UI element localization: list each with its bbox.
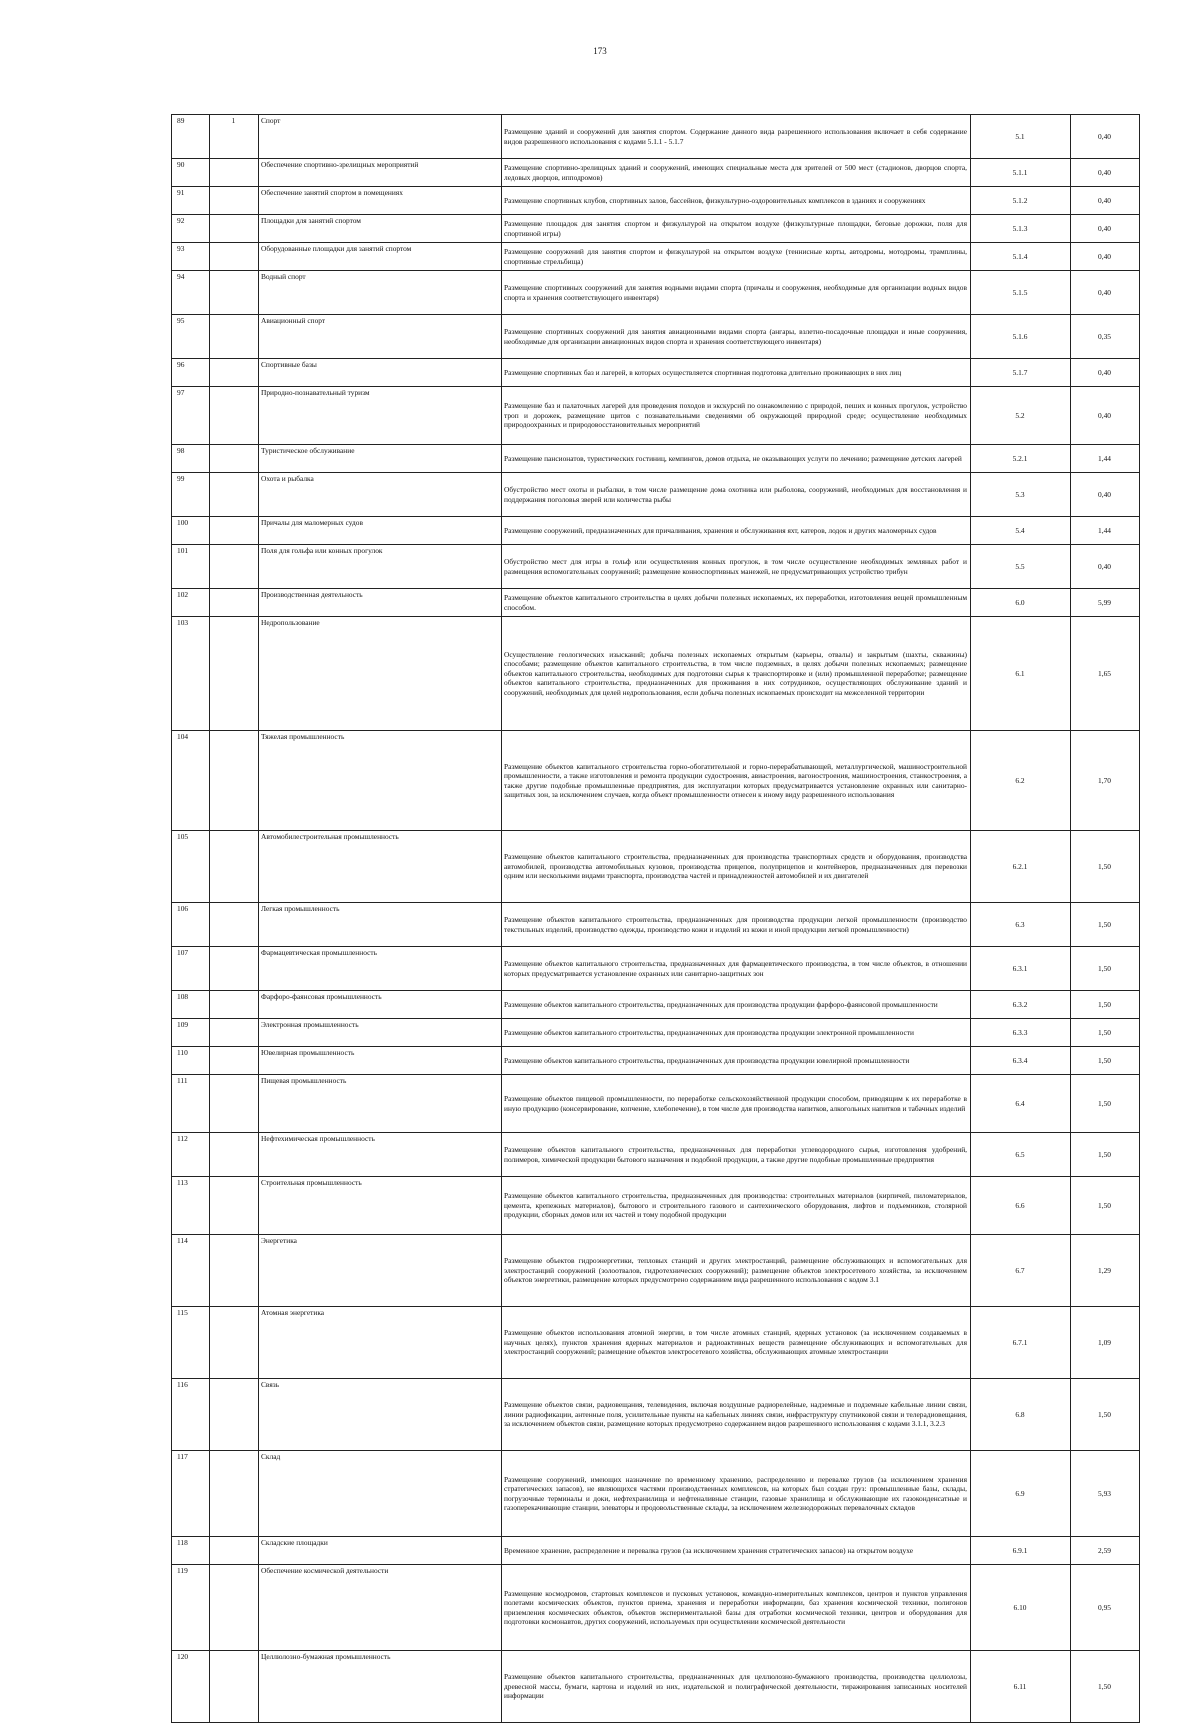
row-subnumber — [210, 445, 259, 473]
coefficient: 0,40 — [1071, 243, 1140, 271]
row-number: 95 — [172, 315, 210, 359]
page-number: 173 — [593, 46, 607, 56]
coefficient: 1,50 — [1071, 1047, 1140, 1075]
row-subnumber — [210, 387, 259, 445]
row-subnumber — [210, 1177, 259, 1235]
use-name: Атомная энергетика — [259, 1307, 502, 1379]
use-name: Связь — [259, 1379, 502, 1451]
row-number: 105 — [172, 831, 210, 903]
use-description: Размещение спортивных сооружений для занятия водными видами спорта (причалы и сооружения, необходимые для организации водных видов спорта и хранения соответствующего инвентаря) — [502, 271, 971, 315]
use-code: 5.1.6 — [971, 315, 1071, 359]
coefficient: 5,99 — [1071, 589, 1140, 617]
use-name: Производственная деятельность — [259, 589, 502, 617]
row-subnumber — [210, 831, 259, 903]
row-subnumber — [210, 215, 259, 243]
use-description: Размещение сооружений, предназначенных для причаливания, хранения и обслуживания яхт, катеров, лодок и других маломерных судов — [502, 517, 971, 545]
table-row — [172, 445, 1140, 473]
coefficient: 1,44 — [1071, 517, 1140, 545]
use-name: Причалы для маломерных судов — [259, 517, 502, 545]
table-row — [172, 903, 1140, 947]
use-code: 6.2.1 — [971, 831, 1071, 903]
use-description: Временное хранение, распределение и перевалка грузов (за исключением хранения стратегических запасов) на открытом воздухе — [502, 1537, 971, 1565]
table-row — [172, 115, 1140, 159]
use-description: Размещение объектов капитального строительства, предназначенных для фармацевтического производства, в том числе объектов, в отношении которых предусматривается установление охранных или санитарно-защитных зон — [502, 947, 971, 991]
row-number: 111 — [172, 1075, 210, 1133]
use-name: Легкая промышленность — [259, 903, 502, 947]
use-name: Склад — [259, 1451, 502, 1537]
use-description: Размещение объектов капитального строительства, предназначенных для производства продукции легкой промышленности (производство текстильных изделий, производство одежды, производство кожи и изделий из кожи и иной продукции легкой промышленности) — [502, 903, 971, 947]
use-description: Размещение объектов связи, радиовещания, телевидения, включая воздушные радиорелейные, надземные и подземные кабельные линии связи, линии радиофикации, антенные поля, усилительные пункты на кабельных линиях связи, инфраструктуру спутниковой связи и телерадиовещания, за исключением объектов связи, размещение которых предусмотрено содержанием видов разрешенного использования с кодами 3.1.1, 3.2.3 — [502, 1379, 971, 1451]
table-row — [172, 1307, 1140, 1379]
row-number: 93 — [172, 243, 210, 271]
row-subnumber — [210, 271, 259, 315]
row-subnumber — [210, 991, 259, 1019]
use-name: Обеспечение космической деятельности — [259, 1565, 502, 1651]
use-name: Электронная промышленность — [259, 1019, 502, 1047]
table-row — [172, 215, 1140, 243]
row-subnumber — [210, 1307, 259, 1379]
coefficient: 0,40 — [1071, 545, 1140, 589]
row-subnumber — [210, 1379, 259, 1451]
table-row — [172, 1565, 1140, 1651]
row-number: 97 — [172, 387, 210, 445]
table-row — [172, 1235, 1140, 1307]
use-name: Складские площадки — [259, 1537, 502, 1565]
coefficient: 1,65 — [1071, 617, 1140, 731]
use-name: Площадки для занятий спортом — [259, 215, 502, 243]
use-description: Обустройство мест охоты и рыбалки, в том числе размещение дома охотника или рыболова, сооружений, необходимых для восстановления и поддержания поголовья зверей или количества рыбы — [502, 473, 971, 517]
coefficient: 1,70 — [1071, 731, 1140, 831]
use-name: Тяжелая промышленность — [259, 731, 502, 831]
use-code: 5.1.2 — [971, 187, 1071, 215]
row-subnumber — [210, 243, 259, 271]
coefficient: 1,50 — [1071, 1075, 1140, 1133]
use-code: 5.5 — [971, 545, 1071, 589]
use-code: 6.10 — [971, 1565, 1071, 1651]
use-code: 6.8 — [971, 1379, 1071, 1451]
row-subnumber — [210, 187, 259, 215]
use-description: Обустройство мест для игры в гольф или осуществления конных прогулок, в том числе осуществление необходимых земляных работ и размещения вспомогательных сооружений; размещение конноспортивных манежей, не предусматривающих устройство трибун — [502, 545, 971, 589]
table-row — [172, 243, 1140, 271]
row-number: 92 — [172, 215, 210, 243]
row-subnumber — [210, 1019, 259, 1047]
use-code: 6.0 — [971, 589, 1071, 617]
row-number: 120 — [172, 1651, 210, 1723]
use-name: Поля для гольфа или конных прогулок — [259, 545, 502, 589]
row-number: 90 — [172, 159, 210, 187]
table-row — [172, 387, 1140, 445]
use-name: Спортивные базы — [259, 359, 502, 387]
use-description: Размещение объектов использования атомной энергии, в том числе атомных станций, ядерных установок (за исключением создаваемых в научных целях), пунктов хранения ядерных материалов и радиоактивных веществ размещение обслуживающих и вспомогательных для электростанций сооружений; размещение объектов электросетевого хозяйства, обслуживающих атомные электростанции — [502, 1307, 971, 1379]
use-code: 5.1.4 — [971, 243, 1071, 271]
row-number: 116 — [172, 1379, 210, 1451]
table-row — [172, 1075, 1140, 1133]
use-description: Размещение зданий и сооружений для занятия спортом. Содержание данного вида разрешенного использования включает в себя содержание видов разрешенного использования с кодами 5.1.1 - 5.1.7 — [502, 115, 971, 159]
row-number: 108 — [172, 991, 210, 1019]
coefficient: 1,50 — [1071, 1379, 1140, 1451]
use-name: Туристическое обслуживание — [259, 445, 502, 473]
use-description: Размещение объектов гидроэнергетики, тепловых станций и других электростанций, размещение обслуживающих и вспомогательных для электростанций сооружений (золоотвалов, гидротехнических сооружений); размещение объектов электросетевого хозяйства, за исключением объектов энергетики, размещение которых предусмотрено содержанием вида разрешенного использования с кодом 3.1 — [502, 1235, 971, 1307]
row-number: 112 — [172, 1133, 210, 1177]
coefficient: 0,40 — [1071, 473, 1140, 517]
table-row — [172, 1177, 1140, 1235]
use-code: 6.2 — [971, 731, 1071, 831]
use-description: Размещение сооружений для занятия спортом и физкультурой на открытом воздухе (теннисные корты, автодромы, мотодромы, трамплины, спортивные стрельбища) — [502, 243, 971, 271]
table-body — [172, 115, 1140, 1723]
table-row — [172, 617, 1140, 731]
use-name: Фарфоро-фаянсовая промышленность — [259, 991, 502, 1019]
use-name: Автомобилестроительная промышленность — [259, 831, 502, 903]
row-number: 96 — [172, 359, 210, 387]
row-subnumber — [210, 617, 259, 731]
row-subnumber — [210, 731, 259, 831]
table-row — [172, 991, 1140, 1019]
coefficient: 1,50 — [1071, 903, 1140, 947]
table-row — [172, 589, 1140, 617]
row-subnumber — [210, 1133, 259, 1177]
use-description: Размещение объектов пищевой промышленности, по переработке сельскохозяйственной продукции способом, приводящим к их переработке в иную продукцию (консервирование, копчение, хлебопечение), в том числе для производства напитков, алкогольных напитков и табачных изделий — [502, 1075, 971, 1133]
use-description: Размещение пансионатов, туристических гостиниц, кемпингов, домов отдыха, не оказывающих услуги по лечению; размещение детских лагерей — [502, 445, 971, 473]
table-row — [172, 1047, 1140, 1075]
row-number: 104 — [172, 731, 210, 831]
coefficient: 2,59 — [1071, 1537, 1140, 1565]
use-description: Размещение спортивных клубов, спортивных залов, бассейнов, физкультурно-оздоровительных комплексов в зданиях и сооружениях — [502, 187, 971, 215]
use-code: 5.1.7 — [971, 359, 1071, 387]
use-name: Нефтехимическая промышленность — [259, 1133, 502, 1177]
table-row — [172, 831, 1140, 903]
table-row — [172, 187, 1140, 215]
use-description: Размещение объектов капитального строительства, предназначенных для целлюлозно-бумажного производства, производства целлюлозы, древесной массы, бумаги, картона и изделий из них, издательской и полиграфической деятельности, тиражирования записанных носителей информации — [502, 1651, 971, 1723]
table-row — [172, 473, 1140, 517]
use-code: 6.1 — [971, 617, 1071, 731]
row-subnumber — [210, 903, 259, 947]
coefficient: 0,40 — [1071, 271, 1140, 315]
row-number: 89 — [172, 115, 210, 159]
row-subnumber — [210, 1047, 259, 1075]
use-description: Размещение площадок для занятия спортом и физкультурой на открытом воздухе (физкультурные площадки, беговые дорожки, поля для спортивной игры) — [502, 215, 971, 243]
coefficient: 0,40 — [1071, 387, 1140, 445]
coefficient: 1,09 — [1071, 1307, 1140, 1379]
use-name: Природно-познавательный туризм — [259, 387, 502, 445]
table-row — [172, 1379, 1140, 1451]
row-subnumber — [210, 589, 259, 617]
row-number: 119 — [172, 1565, 210, 1651]
row-number: 102 — [172, 589, 210, 617]
use-description: Размещение объектов капитального строительства, предназначенных для производства транспортных средств и оборудования, производства автомобилей, производства автомобильных кузовов, производства прицепов, полуприцепов и контейнеров, предназначенных для перевозки одним или несколькими видами транспорта, производства частей и принадлежностей автомобилей и их двигателей — [502, 831, 971, 903]
use-name: Охота и рыбалка — [259, 473, 502, 517]
use-name: Ювелирная промышленность — [259, 1047, 502, 1075]
coefficient: 1,44 — [1071, 445, 1140, 473]
coefficient: 0,95 — [1071, 1565, 1140, 1651]
use-name: Обеспечение спортивно-зрелищных мероприятий — [259, 159, 502, 187]
use-code: 5.2 — [971, 387, 1071, 445]
row-number: 107 — [172, 947, 210, 991]
table-row — [172, 1019, 1140, 1047]
row-number: 101 — [172, 545, 210, 589]
use-name: Спорт — [259, 115, 502, 159]
row-subnumber — [210, 473, 259, 517]
use-name: Фармацевтическая промышленность — [259, 947, 502, 991]
coefficient: 1,50 — [1071, 1177, 1140, 1235]
row-subnumber — [210, 1565, 259, 1651]
use-name: Недропользование — [259, 617, 502, 731]
coefficient: 0,40 — [1071, 215, 1140, 243]
use-code: 6.9.1 — [971, 1537, 1071, 1565]
use-description: Размещение космодромов, стартовых комплексов и пусковых установок, командно-измерительных комплексов, центров и пунктов управления полетами космических объектов, пунктов приема, хранения и переработки информации, баз хранения космической техники, полигонов приземления космических объектов, объектов экспериментальной базы для отработки космической техники, центров и оборудования для подготовки космонавтов, других сооружений, используемых при осуществлении космической деятельности — [502, 1565, 971, 1651]
use-code: 6.4 — [971, 1075, 1071, 1133]
use-name: Обеспечение занятий спортом в помещениях — [259, 187, 502, 215]
row-subnumber: 1 — [210, 115, 259, 159]
use-code: 6.3.3 — [971, 1019, 1071, 1047]
row-subnumber — [210, 517, 259, 545]
row-subnumber — [210, 1235, 259, 1307]
use-code: 5.3 — [971, 473, 1071, 517]
table-row — [172, 1537, 1140, 1565]
use-description: Размещение объектов капитального строительства, предназначенных для производства продукции фарфоро-фаянсовой промышленности — [502, 991, 971, 1019]
row-subnumber — [210, 545, 259, 589]
coefficient: 1,50 — [1071, 831, 1140, 903]
coefficient: 1,50 — [1071, 991, 1140, 1019]
row-number: 110 — [172, 1047, 210, 1075]
use-description: Размещение спортивно-зрелищных зданий и сооружений, имеющих специальные места для зрителей от 500 мест (стадионов, дворцов спорта, ледовых дворцов, ипподромов) — [502, 159, 971, 187]
table-row — [172, 517, 1140, 545]
row-number: 106 — [172, 903, 210, 947]
table-row — [172, 159, 1140, 187]
row-number: 99 — [172, 473, 210, 517]
use-description: Размещение объектов капитального строительства, предназначенных для производства: строительных материалов (кирпичей, пиломатериалов, цемента, крепежных материалов), бытового и строительного газового и сантехнического оборудования, лифтов и подъемников, столярной продукции, сборных домов или их частей и тому подобной продукции — [502, 1177, 971, 1235]
use-description: Размещение спортивных сооружений для занятия авиационными видами спорта (ангары, взлетно-посадочные площадки и иные сооружения, необходимые для организации авиационных видов спорта и хранения соответствующего инвентаря) — [502, 315, 971, 359]
table-row — [172, 359, 1140, 387]
row-subnumber — [210, 1451, 259, 1537]
coefficient: 1,29 — [1071, 1235, 1140, 1307]
use-code: 6.3 — [971, 903, 1071, 947]
use-name: Целлюлозно-бумажная промышленность — [259, 1651, 502, 1723]
row-subnumber — [210, 1651, 259, 1723]
row-number: 98 — [172, 445, 210, 473]
use-description: Размещение объектов капитального строительства, предназначенных для производства продукции ювелирной промышленности — [502, 1047, 971, 1075]
table-row — [172, 731, 1140, 831]
coefficient: 5,93 — [1071, 1451, 1140, 1537]
table-row — [172, 271, 1140, 315]
row-subnumber — [210, 1075, 259, 1133]
use-name: Водный спорт — [259, 271, 502, 315]
coefficient: 0,40 — [1071, 115, 1140, 159]
row-number: 91 — [172, 187, 210, 215]
use-code: 6.3.4 — [971, 1047, 1071, 1075]
use-code: 6.3.1 — [971, 947, 1071, 991]
use-description: Осуществление геологических изысканий; добыча полезных ископаемых открытым (карьеры, отвалы) и закрытым (шахты, скважины) способами; размещение объектов капитального строительства, в том числе подземных, в целях добычи полезных ископаемых; размещение объектов капитального строительства, необходимых для подготовки сырья к транспортировке и (или) промышленной переработке; размещение объектов капитального строительства, предназначенных для проживания в них сотрудников, осуществляющих обслуживание зданий и сооружений, необходимых для целей недропользования, если добыча полезных ископаемых происходит на межселенной территории — [502, 617, 971, 731]
use-code: 6.7.1 — [971, 1307, 1071, 1379]
coefficient: 0,40 — [1071, 359, 1140, 387]
row-number: 113 — [172, 1177, 210, 1235]
use-name: Оборудованные площадки для занятий спортом — [259, 243, 502, 271]
coefficient: 0,35 — [1071, 315, 1140, 359]
use-description: Размещение объектов капитального строительства горно-обогатительной и горно-перерабатывающей, металлургической, машиностроительной промышленности, а также изготовления и ремонта продукции судостроения, авиастроения, вагоностроения, машиностроения, станкостроения, а также другие подобные промышленные предприятия, для эксплуатации которых предусматривается установление охранных или санитарно-защитных зон, за исключением случаев, когда объект промышленности отнесен к иному виду разрешенного использования — [502, 731, 971, 831]
use-code: 6.6 — [971, 1177, 1071, 1235]
coefficient: 0,40 — [1071, 159, 1140, 187]
table-row — [172, 1651, 1140, 1723]
use-code: 6.7 — [971, 1235, 1071, 1307]
row-subnumber — [210, 159, 259, 187]
row-number: 118 — [172, 1537, 210, 1565]
use-code: 5.1.5 — [971, 271, 1071, 315]
use-name: Пищевая промышленность — [259, 1075, 502, 1133]
row-number: 115 — [172, 1307, 210, 1379]
use-description: Размещение спортивных баз и лагерей, в которых осуществляется спортивная подготовка длительно проживающих в них лиц — [502, 359, 971, 387]
use-description: Размещение объектов капитального строительства, предназначенных для производства продукции электронной промышленности — [502, 1019, 971, 1047]
use-code: 6.11 — [971, 1651, 1071, 1723]
use-code: 6.3.2 — [971, 991, 1071, 1019]
row-subnumber — [210, 359, 259, 387]
table-row — [172, 315, 1140, 359]
coefficient: 1,50 — [1071, 1133, 1140, 1177]
row-subnumber — [210, 315, 259, 359]
table-row — [172, 1133, 1140, 1177]
table-row — [172, 545, 1140, 589]
coefficient: 1,50 — [1071, 947, 1140, 991]
use-code: 5.1 — [971, 115, 1071, 159]
use-name: Строительная промышленность — [259, 1177, 502, 1235]
use-code: 6.5 — [971, 1133, 1071, 1177]
land-use-table — [171, 114, 1140, 1723]
row-number: 100 — [172, 517, 210, 545]
row-subnumber — [210, 947, 259, 991]
row-number: 94 — [172, 271, 210, 315]
use-code: 6.9 — [971, 1451, 1071, 1537]
row-number: 117 — [172, 1451, 210, 1537]
use-name: Авиационный спорт — [259, 315, 502, 359]
use-name: Энергетика — [259, 1235, 502, 1307]
use-description: Размещение объектов капитального строительства в целях добычи полезных ископаемых, их переработки, изготовления вещей промышленным способом. — [502, 589, 971, 617]
use-description: Размещение объектов капитального строительства, предназначенных для переработки углеводородного сырья, изготовления удобрений, полимеров, химической продукции бытового назначения и подобной продукции, а также другие подобные промышленные предприятия — [502, 1133, 971, 1177]
use-description: Размещение сооружений, имеющих назначение по временному хранению, распределению и перевалке грузов (за исключением хранения стратегических запасов), не являющихся частями производственных комплексов, на которых был создан груз: промышленные базы, склады, погрузочные терминалы и доки, нефтехранилища и нефтеналивные станции, газовые хранилища и обслуживающие их газоконденсатные и газоперекачивающие станции, элеваторы и продовольственные склады, за исключением железнодорожных перевалочных складов — [502, 1451, 971, 1537]
coefficient: 1,50 — [1071, 1019, 1140, 1047]
use-code: 5.2.1 — [971, 445, 1071, 473]
row-number: 109 — [172, 1019, 210, 1047]
use-code: 5.1.3 — [971, 215, 1071, 243]
row-number: 114 — [172, 1235, 210, 1307]
use-code: 5.4 — [971, 517, 1071, 545]
use-code: 5.1.1 — [971, 159, 1071, 187]
row-number: 103 — [172, 617, 210, 731]
coefficient: 0,40 — [1071, 187, 1140, 215]
table-row — [172, 1451, 1140, 1537]
row-subnumber — [210, 1537, 259, 1565]
coefficient: 1,50 — [1071, 1651, 1140, 1723]
table-row — [172, 947, 1140, 991]
use-description: Размещение баз и палаточных лагерей для проведения походов и экскурсий по ознакомлению с природой, пеших и конных прогулок, устройство троп и дорожек, размещение щитов с познавательными сведениями об окружающей природной среде; осуществление необходимых природоохранных и природовосстановительных мероприятий — [502, 387, 971, 445]
